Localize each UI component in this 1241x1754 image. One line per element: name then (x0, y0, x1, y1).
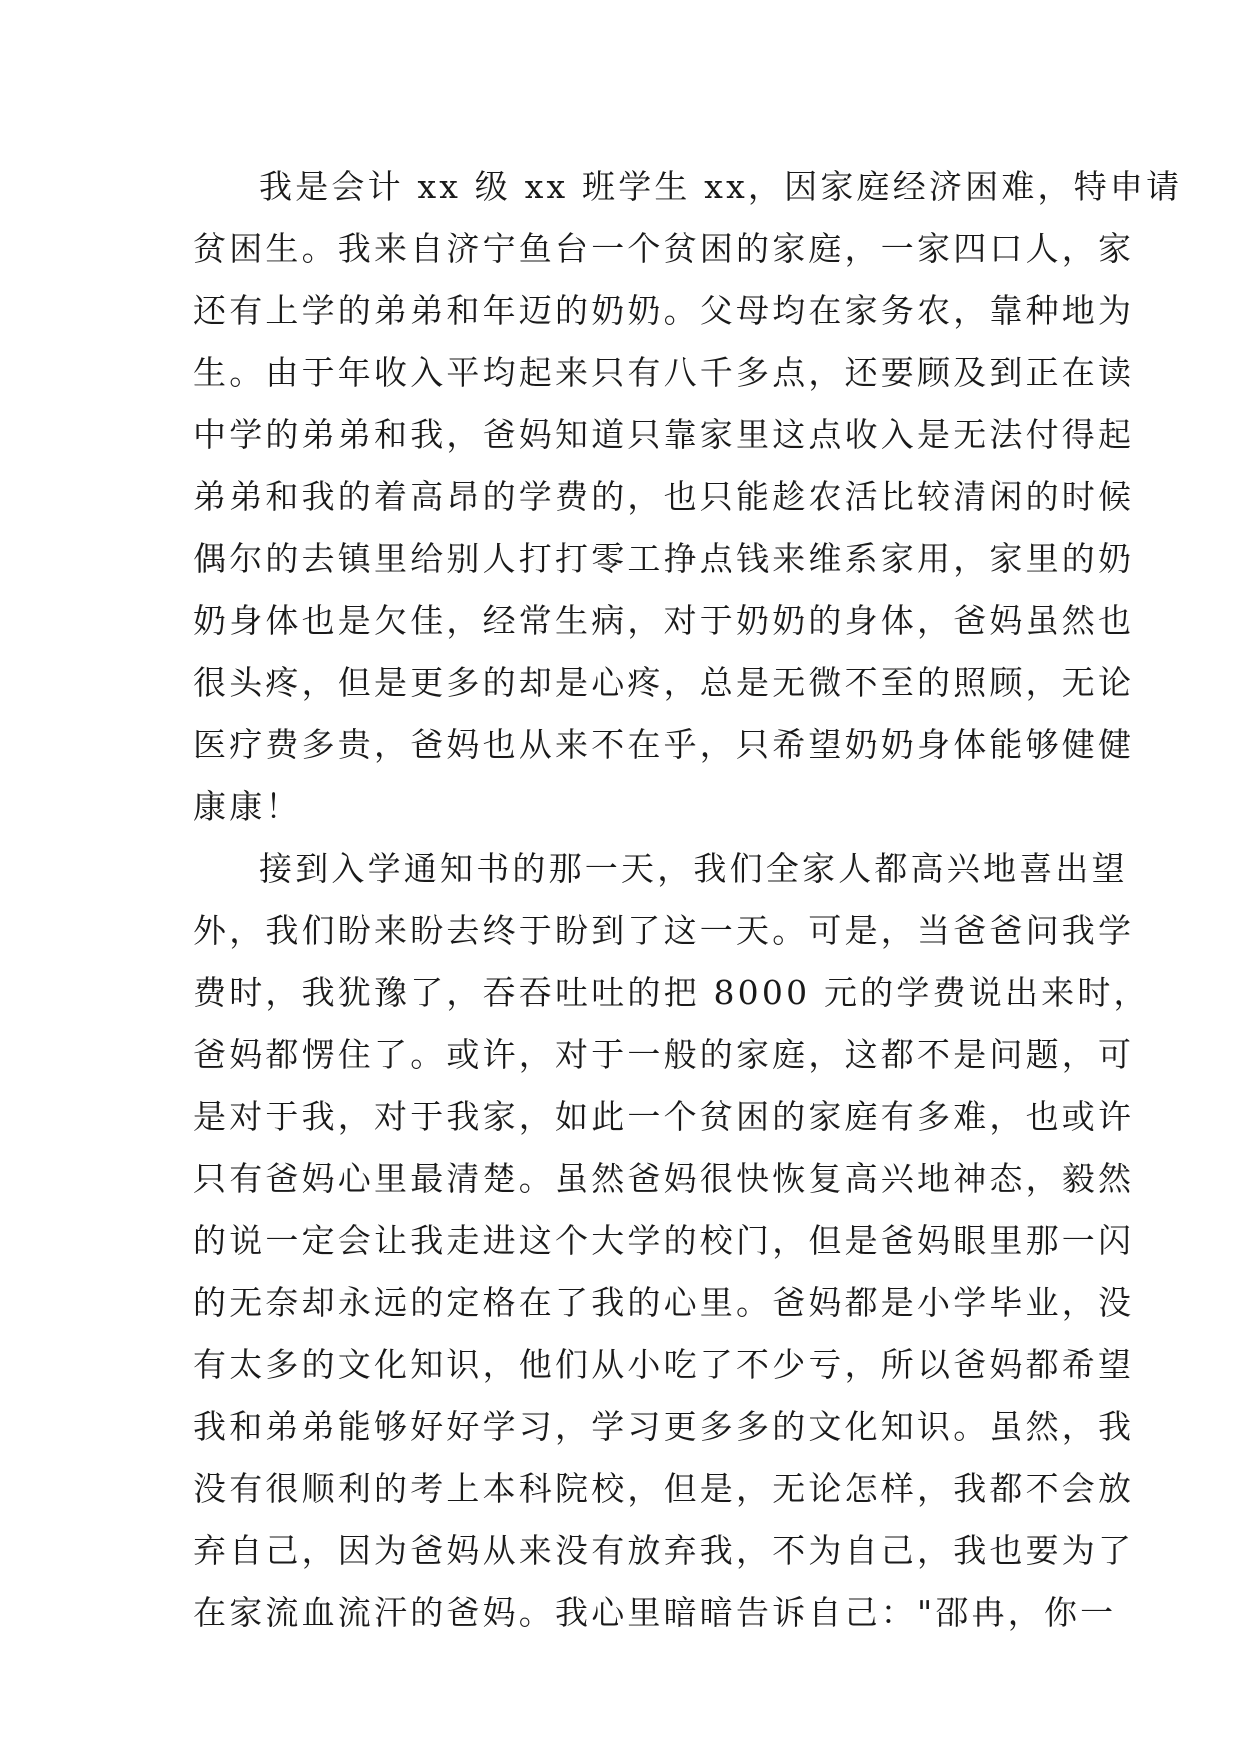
text-line: 的说一定会让我走进这个大学的校门，但是爸妈眼里那一闪 (193, 1221, 1135, 1260)
text-line: 只有爸妈心里最清楚。虽然爸妈很快恢复高兴地神态，毅然 (193, 1159, 1135, 1198)
text-line: 接到入学通知书的那一天，我们全家人都高兴地喜出望 (259, 849, 1128, 888)
text-line: 有太多的文化知识，他们从小吃了不少亏，所以爸妈都希望 (193, 1345, 1135, 1384)
text-line: 爸妈都愣住了。或许，对于一般的家庭，这都不是问题，可 (193, 1035, 1135, 1074)
text-line: 是对于我，对于我家，如此一个贫困的家庭有多难，也或许 (193, 1097, 1135, 1136)
text-line: 没有很顺利的考上本科院校，但是，无论怎样，我都不会放 (193, 1469, 1135, 1508)
text-line: 贫困生。我来自济宁鱼台一个贫困的家庭，一家四口人，家 (193, 229, 1135, 268)
text-line: 我和弟弟能够好好学习，学习更多多的文化知识。虽然，我 (193, 1407, 1135, 1446)
text-line: 弃自己，因为爸妈从来没有放弃我，不为自己，我也要为了 (193, 1531, 1135, 1570)
text-line: 很头疼，但是更多的却是心疼，总是无微不至的照顾，无论 (193, 663, 1135, 702)
text-line: 医疗费多贵，爸妈也从来不在乎，只希望奶奶身体能够健健 (193, 725, 1135, 764)
text-line: 还有上学的弟弟和年迈的奶奶。父母均在家务农，靠种地为 (193, 291, 1135, 330)
text-line: 奶身体也是欠佳，经常生病，对于奶奶的身体，爸妈虽然也 (193, 601, 1135, 640)
text-line: 中学的弟弟和我，爸妈知道只靠家里这点收入是无法付得起 (193, 415, 1135, 454)
text-line: 康康！ (193, 787, 302, 826)
document-page (193, 156, 1183, 1716)
text-line: 偶尔的去镇里给别人打打零工挣点钱来维系家用，家里的奶 (193, 539, 1135, 578)
text-line: 外，我们盼来盼去终于盼到了这一天。可是，当爸爸问我学 (193, 911, 1135, 950)
text-line: 的无奈却永远的定格在了我的心里。爸妈都是小学毕业，没 (193, 1283, 1135, 1322)
text-line: 弟弟和我的着高昂的学费的，也只能趁农活比较清闲的时候 (193, 477, 1135, 516)
text-line: 费时，我犹豫了，吞吞吐吐的把 8000 元的学费说出来时， (193, 973, 1150, 1012)
text-line: 生。由于年收入平均起来只有八千多点，还要顾及到正在读 (193, 353, 1135, 392)
text-line: 我是会计 xx 级 xx 班学生 xx，因家庭经济困难，特申请 (259, 167, 1183, 206)
text-line: 在家流血流汗的爸妈。我心里暗暗告诉自己："邵冉，你一 (193, 1593, 1117, 1632)
